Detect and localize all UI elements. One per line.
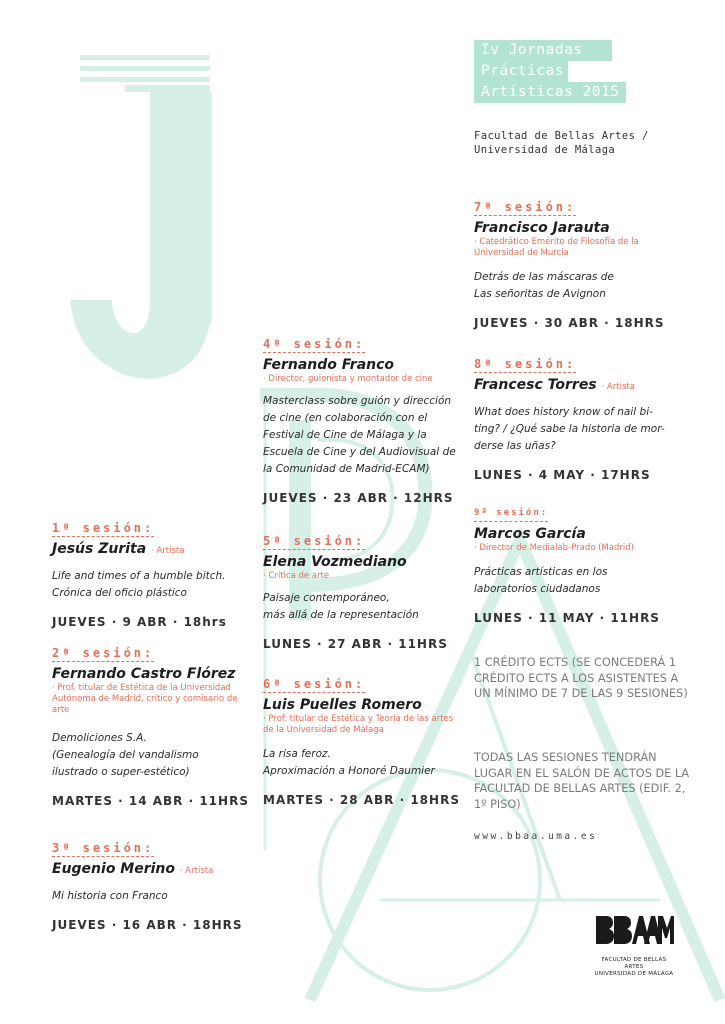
session-title-line: Masterclass sobre guión y dirección (263, 395, 452, 407)
session-title-line: What does history know of nail bi- (474, 406, 653, 418)
session-label: 5ª sesión: (263, 534, 366, 548)
session-title-line: Mi historia con Franco (52, 890, 168, 902)
session-date: LUNES · 27 ABR · 11HRS (263, 637, 448, 651)
session-title (263, 746, 463, 780)
session-title (52, 888, 262, 905)
session-title (52, 730, 257, 781)
logo-caption-line: FACULTAD DE BELLAS ARTES (601, 957, 667, 970)
session-5 (263, 530, 463, 651)
session-title (474, 269, 679, 303)
speaker-role: · Director de Medialab-Prado (Madrid) (474, 543, 634, 553)
session-1 (52, 517, 262, 629)
speaker-name-text: Francesc Torres (474, 377, 597, 393)
session-title-line: la Comunidad de Madrid-ECAM) (263, 463, 430, 475)
speaker-name-text: Eugenio Merino (52, 861, 176, 877)
session-title-line: Escuela de Cine y del Audiovisual de (263, 446, 456, 458)
speaker-name (52, 860, 262, 878)
speaker-name: Fernando Castro Flórez (52, 666, 236, 682)
bbaam-logo-icon (594, 914, 674, 950)
subtitle-line-2: Universidad de Málaga (474, 144, 616, 156)
title-line-1: Iv Jornadas (474, 40, 612, 61)
session-title-line: Crónica del oficio plástico (52, 587, 187, 599)
website-link[interactable]: www.bbaa.uma.es (474, 831, 598, 842)
logo-caption (594, 957, 674, 978)
session-title-line: Detrás de las máscaras de (474, 271, 614, 283)
session-label: 9ª sesión: (474, 506, 548, 522)
session-title-line: Demoliciones S.A. (52, 732, 147, 744)
speaker-role: · Artista (151, 546, 185, 556)
session-date: JUEVES · 16 ABR · 18HRS (52, 918, 243, 932)
speaker-role: · Crítica de arte (263, 571, 330, 581)
session-title-line: Aproximación a Honoré Daumier (263, 765, 435, 777)
session-label: 4ª sesión: (263, 337, 366, 351)
session-title-line: ting? / ¿Qué sabe la historia de mor- (474, 423, 665, 435)
speaker-name (474, 376, 679, 394)
session-date: JUEVES · 9 ABR · 18hrs (52, 615, 227, 629)
session-date: LUNES · 4 MAY · 17HRS (474, 468, 651, 482)
session-date: MARTES · 28 ABR · 18HRS (263, 793, 460, 807)
session-4 (263, 333, 463, 505)
session-title-line: Life and times of a humble bitch. (52, 570, 226, 582)
session-title (52, 568, 262, 602)
speaker-name: Elena Vozmediano (263, 554, 407, 570)
session-7 (474, 196, 679, 330)
speaker-name: Fernando Franco (263, 357, 395, 373)
speaker-role: · Artista (179, 866, 214, 876)
faculty-logo (594, 914, 674, 978)
logo-caption-line: UNIVERSIDAD DE MÁLAGA (594, 971, 674, 977)
session-title-line: de cine (en colaboración con el (263, 412, 428, 424)
session-title-line: (Genealogía del vandalismo (52, 749, 199, 761)
session-title-line: derse las uñas? (474, 440, 556, 452)
speaker-role: · Prof. titular de Estética y Teoría de las artes de la Universidad de Málaga (263, 714, 454, 735)
session-date: LUNES · 11 MAY · 11HRS (474, 611, 660, 625)
session-label: 3ª sesión: (52, 841, 155, 855)
session-title-line: Las señoritas de Avignon (474, 288, 606, 300)
title-line-2: Prácticas (474, 61, 568, 82)
session-title-line: Paisaje contemporáneo, (263, 592, 390, 604)
session-date: MARTES · 14 ABR · 11HRS (52, 794, 249, 808)
speaker-name: Luis Puelles Romero (263, 697, 422, 713)
session-title-line: La risa feroz. (263, 748, 331, 760)
session-label: 7ª sesión: (474, 200, 577, 214)
session-label: 2ª sesión: (52, 646, 155, 660)
session-title-line: más allá de la representación (263, 609, 419, 621)
session-title-line: Prácticas artísticas en los (474, 566, 608, 578)
session-9 (474, 500, 679, 625)
session-date: JUEVES · 23 ABR · 12HRS (263, 491, 454, 505)
session-title (474, 404, 679, 455)
speaker-name-text: Jesús Zurita (52, 541, 147, 557)
letter-j-decoration (70, 55, 212, 379)
session-2 (52, 642, 257, 808)
session-title-line: Festival de Cine de Málaga y la (263, 429, 427, 441)
session-title (263, 590, 463, 624)
session-3 (52, 837, 262, 932)
speaker-name (52, 540, 262, 558)
location-info: TODAS LAS SESIONES TENDRÁN LUGAR EN EL SALÓN DE ACTOS DE LA FACULTAD DE BELLAS ARTES (EDIF. 2, 1º PISO) (474, 751, 690, 811)
speaker-role: · Artista (601, 382, 635, 392)
subtitle-line-1: Facultad de Bellas Artes / (474, 130, 649, 142)
session-title (263, 393, 463, 478)
session-title-line: laboratorios ciudadanos (474, 583, 601, 595)
credits-info: 1 CRÉDITO ECTS (SE CONCEDERÁ 1 CRÉDITO ECTS A LOS ASISTENTES A UN MÍNIMO DE 7 DE LAS 9 SESIONES) (474, 656, 688, 700)
speaker-name: Marcos García (474, 526, 586, 542)
institution-subtitle (474, 129, 649, 157)
speaker-name: Francisco Jarauta (474, 220, 610, 236)
speaker-role: · Catedrático Emérito de Filosofía de la Universidad de Murcia (474, 237, 639, 258)
title-line-3: Artísticas 2015 (474, 82, 626, 103)
session-label: 6ª sesión: (263, 677, 366, 691)
speaker-role: · Prof. titular de Estética de la Universidad Autónoma de Madrid, crítico y comisario de arte (52, 683, 238, 715)
speaker-role: · Director, guionista y montador de cine (263, 374, 433, 384)
session-8 (474, 353, 679, 482)
session-label: 1ª sesión: (52, 521, 155, 535)
session-title-line: ilustrado o super-estético) (52, 766, 190, 778)
session-title (474, 564, 679, 598)
session-label: 8ª sesión: (474, 357, 577, 371)
session-date: JUEVES · 30 ABR · 18HRS (474, 316, 665, 330)
event-title (474, 40, 654, 103)
session-6 (263, 673, 463, 807)
